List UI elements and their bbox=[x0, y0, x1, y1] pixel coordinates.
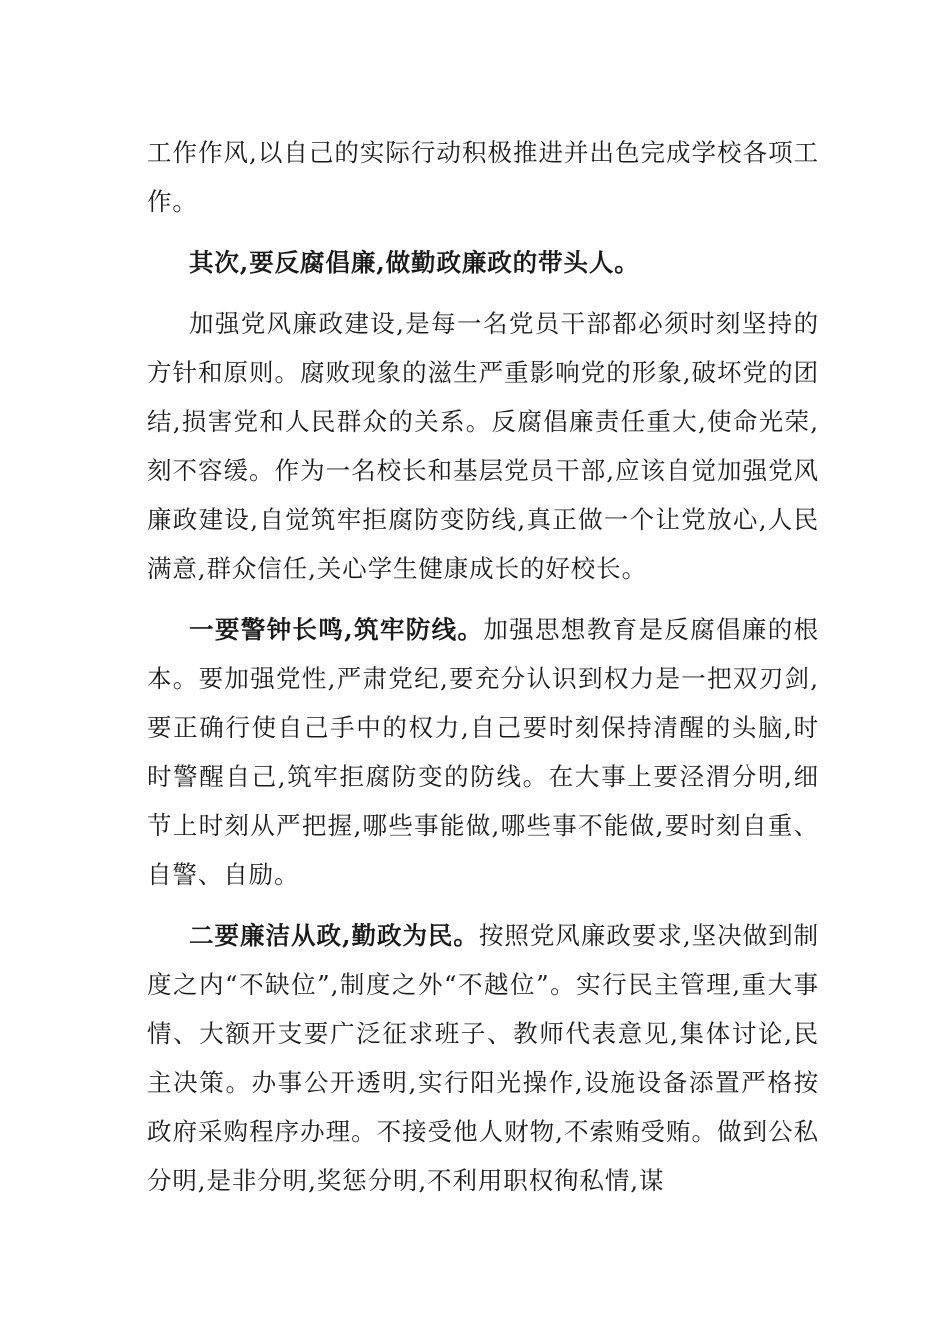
section-heading bbox=[147, 238, 819, 287]
heading-text: 其次,要反腐倡廉,做勤政廉政的带头人。 bbox=[189, 248, 640, 277]
paragraph-continued bbox=[147, 128, 819, 226]
document-body bbox=[147, 128, 819, 1205]
paragraph-text: 加强思想教育是反腐倡廉的根本。要加强党性,严肃党纪,要充分认识到权力是一把双刃剑,要正确行使自己手中的权力,自己要时刻保持清醒的头脑,时时警醒自己,筑牢拒腐防变的防线。在大事上要泾渭分明,细节上时刻从严把握,哪些事能做,哪些事不能做,要时刻自重、自警、自励。 bbox=[147, 615, 819, 889]
paragraph-text: 加强党风廉政建设,是每一名党员干部都必须时刻坚持的方针和原则。腐败现象的滋生严重影响党的形象,破坏党的团结,损害党和人民群众的关系。反腐倡廉责任重大,使命光荣,刻不容缓。作为一名校长和基层党员干部,应该自觉加强党风廉政建设,自觉筑牢拒腐防变防线,真正做一个让党放心,人民满意,群众信任,关心学生健康成长的好校长。 bbox=[147, 309, 819, 583]
paragraph-text: 工作作风,以自己的实际行动积极推进并出色完成学校各项工作。 bbox=[147, 138, 819, 216]
paragraph-text: 按照党风廉政要求,坚决做到制度之内“不缺位”,制度之外“不越位”。实行民主管理,重大事情、大额开支要广泛征求班子、教师代表意见,集体讨论,民主决策。办事公开透明,实行阳光操作,设施设备添置严格按政府采购程序办理。不接受他人财物,不索贿受贿。做到公私分明,是非分明,奖惩分明,不利用职权徇私情,谋 bbox=[147, 921, 819, 1195]
paragraph-lead: 一要警钟长鸣,筑牢防线。 bbox=[189, 615, 484, 644]
paragraph-integrity bbox=[147, 299, 819, 593]
paragraph-lead: 二要廉洁从政,勤政为民。 bbox=[189, 921, 479, 950]
paragraph-vigilance bbox=[147, 605, 819, 899]
paragraph-clean-governance bbox=[147, 911, 819, 1205]
